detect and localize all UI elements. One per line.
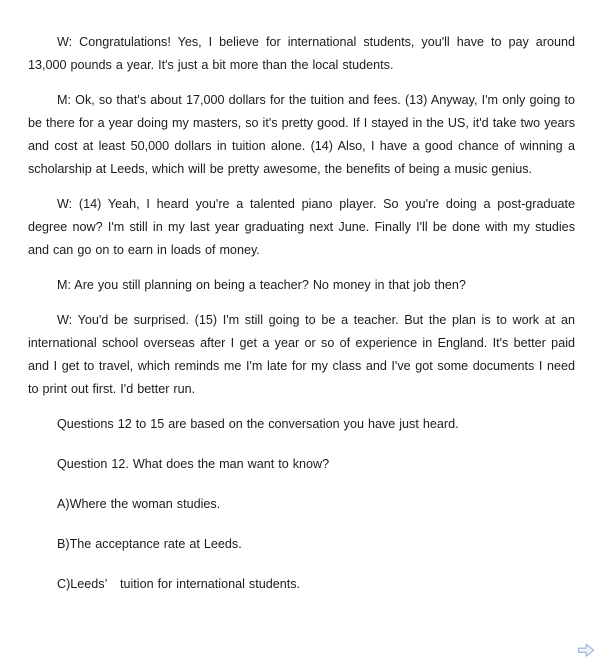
option-c: C)Leeds’ tuition for international students. <box>57 577 301 591</box>
dialogue-paragraph-w3: W: You'd be surprised. (15) I'm still going to be a teacher. But the plan is to work at an international school overseas after I get a year or so of experience in England. It's better paid and I get to travel, which reminds me I'm late for my class and I've got some documents I need to print out first. I'd better run. <box>28 313 575 396</box>
dialogue-paragraph-m1: M: Ok, so that's about 17,000 dollars for the tuition and fees. (13) Anyway, I'm only going to be there for a year doing my masters, so it's pretty good. If I stayed in the US, it'd take two years and cost at least 50,000 dollars in tuition alone. (14) Also, I have a good chance of winning a scholarship at Leeds, which will be pretty awesome, the benefits of being a music genius. <box>28 93 575 176</box>
questions-intro-line: Questions 12 to 15 are based on the conversation you have just heard. <box>57 417 459 431</box>
dialogue-paragraph-m2: M: Are you still planning on being a teacher? No money in that job then? <box>57 278 466 292</box>
dialogue-paragraph-w2: W: (14) Yeah, I heard you're a talented piano player. So you're doing a post-graduate degree now? I'm still in my last year graduating next June. Finally I'll be done with my studies and can go on to earn in loads of money. <box>28 197 575 257</box>
page-forward-icon <box>576 641 596 659</box>
question-12-text: Question 12. What does the man want to know? <box>57 457 330 471</box>
option-b: B)The acceptance rate at Leeds. <box>57 537 242 551</box>
page-forward-button[interactable] <box>575 640 597 660</box>
option-a: A)Where the woman studies. <box>57 497 221 511</box>
dialogue-paragraph-w1: W: Congratulations! Yes, I believe for international students, you'll have to pay around 13,000 pounds a year. It's just a bit more than the local students. <box>28 35 575 72</box>
